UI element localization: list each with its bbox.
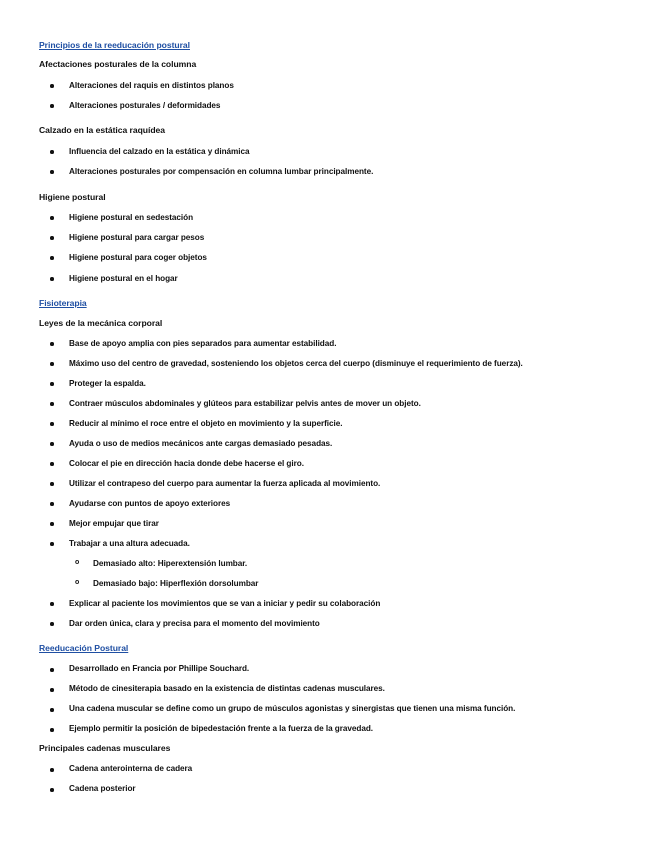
list-item: Método de cinesiterapia basado en la existencia de distintas cadenas musculares. xyxy=(69,684,385,693)
bullet xyxy=(50,708,54,712)
bullet xyxy=(50,277,54,281)
sub-list-item: Demasiado alto: Hiperextensión lumbar. xyxy=(93,559,248,568)
bullet xyxy=(50,768,54,772)
bullet xyxy=(50,236,54,240)
subheading-leyes: Leyes de la mecánica corporal xyxy=(39,318,163,328)
bullet xyxy=(50,84,54,88)
sub-list-item: Demasiado bajo: Hiperflexión dorsolumbar xyxy=(93,579,259,588)
bullet xyxy=(50,442,54,446)
list-item: Higiene postural en sedestación xyxy=(69,213,194,222)
bullet xyxy=(50,150,54,154)
bullet xyxy=(50,382,54,386)
list-item: Proteger la espalda. xyxy=(69,379,146,388)
bullet xyxy=(50,668,54,672)
list-item: Desarrollado en Francia por Phillipe Souchard. xyxy=(69,664,250,673)
list-item: Alteraciones del raquis en distintos planos xyxy=(69,81,234,90)
list-item: Reducir al mínimo el roce entre el objeto en movimiento y la superficie. xyxy=(69,419,343,428)
bullet xyxy=(50,542,54,546)
list-item: Cadena anterointerna de cadera xyxy=(69,764,193,773)
subheading-higiene: Higiene postural xyxy=(39,192,106,202)
bullet xyxy=(50,104,54,108)
bullet xyxy=(50,362,54,366)
section-title-reeducacion[interactable]: Reeducación Postural xyxy=(39,643,129,653)
subheading-calzado: Calzado en la estática raquídea xyxy=(39,125,165,135)
list-item: Colocar el pie en dirección hacia donde debe hacerse el giro. xyxy=(69,459,304,468)
list-item: Máximo uso del centro de gravedad, sosteniendo los objetos cerca del cuerpo (disminuye el requerimiento de fuerza). xyxy=(69,359,523,368)
bullet xyxy=(50,602,54,606)
list-item: Higiene postural para cargar pesos xyxy=(69,233,205,242)
list-item: Alteraciones posturales por compensación en columna lumbar principalmente. xyxy=(69,167,374,176)
list-item: Una cadena muscular se define como un grupo de músculos agonistas y sinergistas que tienen una misma función. xyxy=(69,704,516,713)
list-item: Utilizar el contrapeso del cuerpo para aumentar la fuerza aplicada al movimiento. xyxy=(69,479,381,488)
list-item: Trabajar a una altura adecuada. xyxy=(69,539,190,548)
subheading-cadenas: Principales cadenas musculares xyxy=(39,743,171,753)
list-item: Mejor empujar que tirar xyxy=(69,519,159,528)
list-item: Ejemplo permitir la posición de bipedestación frente a la fuerza de la gravedad. xyxy=(69,724,374,733)
bullet xyxy=(50,462,54,466)
list-item: Ayuda o uso de medios mecánicos ante cargas demasiado pesadas. xyxy=(69,439,333,448)
list-item: Contraer músculos abdominales y glúteos para estabilizar pelvis antes de mover un objeto. xyxy=(69,399,421,408)
subheading-afectaciones: Afectaciones posturales de la columna xyxy=(39,59,197,69)
list-item: Higiene postural para coger objetos xyxy=(69,253,207,262)
list-item: Influencia del calzado en la estática y dinámica xyxy=(69,147,250,156)
list-item: Dar orden única, clara y precisa para el momento del movimiento xyxy=(69,619,320,628)
sub-bullet: o xyxy=(75,559,80,566)
bullet xyxy=(50,256,54,260)
bullet xyxy=(50,216,54,220)
sub-bullet: o xyxy=(75,579,80,586)
bullet xyxy=(50,422,54,426)
list-item: Higiene postural en el hogar xyxy=(69,274,178,283)
bullet xyxy=(50,688,54,692)
list-item: Alteraciones posturales / deformidades xyxy=(69,101,221,110)
bullet xyxy=(50,502,54,506)
bullet xyxy=(50,622,54,626)
bullet xyxy=(50,342,54,346)
list-item: Cadena posterior xyxy=(69,784,136,793)
bullet xyxy=(50,170,54,174)
bullet xyxy=(50,728,54,732)
section-title-principios[interactable]: Principios de la reeducación postural xyxy=(39,40,190,50)
list-item: Ayudarse con puntos de apoyo exteriores xyxy=(69,499,231,508)
bullet xyxy=(50,482,54,486)
section-title-fisioterapia[interactable]: Fisioterapia xyxy=(39,298,87,308)
bullet xyxy=(50,402,54,406)
bullet xyxy=(50,522,54,526)
list-item: Base de apoyo amplia con pies separados para aumentar estabilidad. xyxy=(69,339,337,348)
list-item: Explicar al paciente los movimientos que se van a iniciar y pedir su colaboración xyxy=(69,599,381,608)
bullet xyxy=(50,788,54,792)
